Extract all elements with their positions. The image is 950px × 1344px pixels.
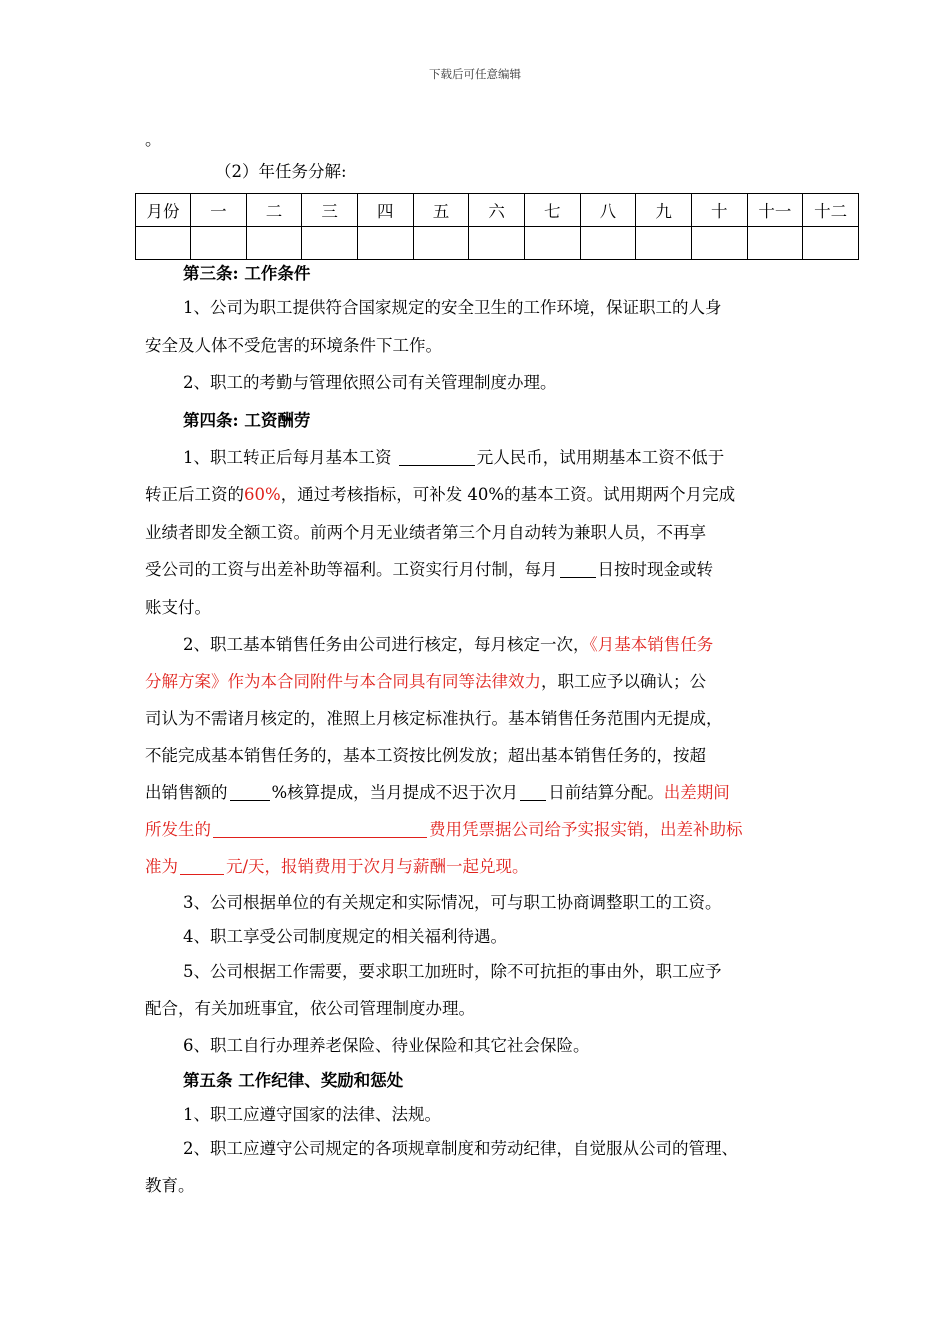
article-4-p2-line7 [145,855,815,879]
table-header-cell: 八 [580,194,636,227]
payday-blank[interactable] [560,559,596,578]
text-segment: 元人民币，试用期基本工资不低于 [476,448,725,467]
text-segment: 日按时现金或转 [597,560,713,579]
table-empty-cell[interactable] [246,227,302,260]
table-header-cell: 五 [413,194,469,227]
table-header-cell: 九 [636,194,692,227]
annual-task-table [135,193,859,260]
article-4-p2-line6 [145,818,815,842]
expense-type-blank[interactable] [213,819,427,838]
article-4-p1-line5: 账支付。 [145,598,211,617]
text-segment: ，职工应予以确认；公 [541,672,706,691]
article-4-p2-line1 [183,633,853,657]
table-empty-cell[interactable] [413,227,469,260]
text-segment: 2、职工基本销售任务由公司进行核定，每月核定一次， [183,635,590,654]
table-empty-cell[interactable] [580,227,636,260]
article-4-p1-line2 [145,483,815,507]
article-5-title: 第五条 工作纪律、奖励和惩处 [183,1071,404,1090]
table-empty-cell[interactable] [302,227,358,260]
text-segment: 日前结算分配。 [548,783,664,802]
text-segment: 转正后工资的 [145,485,244,504]
article-4-p2-line5 [145,781,815,805]
article-4-p4: 4、职工享受公司制度规定的相关福利待遇。 [183,927,507,946]
article-5-p2-line2: 教育。 [145,1176,195,1195]
table-empty-cell[interactable] [191,227,247,260]
article-4-p3: 3、公司根据单位的有关规定和实际情况，可与职工协商调整职工的工资。 [183,893,722,912]
table-header-cell: 十二 [803,194,859,227]
article-4-p2-line3: 司认为不需诸月核定的，准照上月核定标准执行。基本销售任务范围内无提成， [145,709,723,728]
table-header-cell: 一 [191,194,247,227]
text-segment: ，通过考核指标，可补发 40%的基本工资。试用期两个月完成 [280,485,736,504]
highlight-text: 《月基本销售任务 [589,635,714,654]
article-3-p2: 2、职工的考勤与管理依照公司有关管理制度办理。 [183,373,557,392]
text-segment: %核算提成，当月提成不迟于次月 [271,783,519,802]
table-empty-cell[interactable] [636,227,692,260]
article-5-p2-line1: 2、职工应遵守公司规定的各项规章制度和劳动纪律，自觉服从公司的管理、 [183,1139,738,1158]
highlight-text: 60% [244,485,281,504]
highlight-text: 所发生的 [145,820,211,839]
table-empty-cell[interactable] [747,227,803,260]
highlight-text: 分解方案》作为本合同附件与本合同具有同等法律效力 [145,672,541,691]
article-3-p1-line2: 安全及人体不受危害的环境条件下工作。 [145,336,442,355]
table-header-cell: 六 [469,194,525,227]
article-4-p1-line4 [145,558,815,582]
table-empty-cell[interactable] [691,227,747,260]
text-segment: 受公司的工资与出差补助等福利。工资实行月付制，每月 [145,560,558,579]
article-4-p2-line2 [145,670,815,694]
table-header-cell: 十一 [747,194,803,227]
table-empty-cell[interactable] [469,227,525,260]
table-header-row [136,194,859,227]
article-4-p6: 6、职工自行办理养老保险、待业保险和其它社会保险。 [183,1036,590,1055]
commission-rate-blank[interactable] [230,782,270,801]
article-4-p1-line1 [183,446,853,470]
table-header-cell: 七 [524,194,580,227]
section-2-title: （2）年任务分解: [215,162,347,181]
leading-period: 。 [145,130,162,149]
highlight-text: 出差期间 [663,783,730,802]
highlight-text: 费用凭票据公司给予实报实销，出差补助标 [429,820,743,839]
table-empty-cell[interactable] [803,227,859,260]
article-4-p5-line1: 5、公司根据工作需要，要求职工加班时，除不可抗拒的事由外，职工应予 [183,962,722,981]
article-4-p5-line2: 配合，有关加班事宜，依公司管理制度办理。 [145,999,475,1018]
article-3-p1-line1: 1、公司为职工提供符合国家规定的安全卫生的工作环境，保证职工的人身 [183,298,722,317]
table-header-cell: 四 [357,194,413,227]
article-4-p1-line3: 业绩者即发全额工资。前两个月无业绩者第三个月自动转为兼职人员，不再享 [145,523,706,542]
table-header-cell: 二 [246,194,302,227]
table-value-row [136,227,859,260]
highlight-text: 准为 [145,857,178,876]
text-segment: 出销售额的 [145,783,228,802]
article-4-title: 第四条: 工资酬劳 [183,411,311,430]
article-5-p1: 1、职工应遵守国家的法律、法规。 [183,1105,441,1124]
text-segment: 1、职工转正后每月基本工资 [183,448,397,467]
table-header-cell: 三 [302,194,358,227]
article-4-p2-line4: 不能完成基本销售任务的，基本工资按比例发放；超出基本销售任务的，按超 [145,746,706,765]
table-empty-cell[interactable] [136,227,191,260]
table-header-cell: 十 [691,194,747,227]
page-header: 下载后可任意编辑 [429,67,521,81]
daily-allowance-blank[interactable] [180,856,224,875]
highlight-text: 元/天，报销费用于次月与薪酬一起兑现。 [226,857,529,876]
table-empty-cell[interactable] [357,227,413,260]
table-empty-cell[interactable] [524,227,580,260]
settlement-day-blank[interactable] [520,782,546,801]
salary-blank[interactable] [399,447,475,466]
table-header-cell: 月份 [136,194,191,227]
article-3-title: 第三条: 工作条件 [183,264,311,283]
